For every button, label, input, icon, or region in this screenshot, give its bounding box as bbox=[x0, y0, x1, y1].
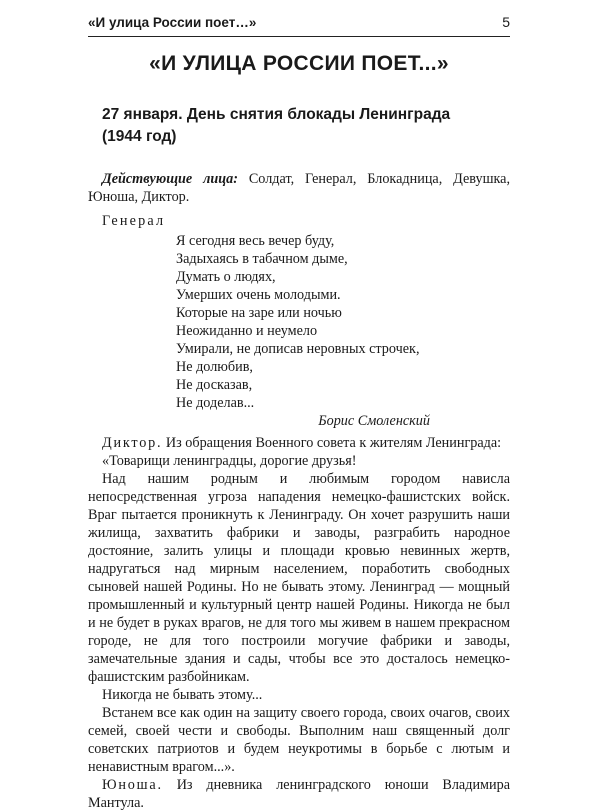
subtitle-line-2: (1944 год) bbox=[102, 128, 177, 145]
announcer-intro bbox=[88, 434, 510, 452]
poem-author: Борис Смоленский bbox=[318, 413, 430, 429]
poem-line: Я сегодня весь вечер буду, bbox=[176, 233, 335, 249]
announcer-intro-text: Из обращения Военного совета к жителям Ленинграда: bbox=[165, 435, 502, 451]
announcer-paragraph: Никогда не бывать этому... bbox=[102, 687, 263, 703]
cast-names: Солдат, Генерал, Блокадница, Девушка, Юноша, Диктор. bbox=[88, 171, 511, 205]
announcer-paragraph: «Товарищи ленинградцы, дорогие друзья! bbox=[102, 453, 357, 469]
running-header bbox=[88, 14, 510, 30]
announcer-paragraph: Над нашим родным и любимым городом нависла непосредственная угроза нападения немецко-фашистских войск. Враг пытается проникнуть к Ленинграду. Он хочет разрушить наши жилища, захватить фабрики и заводы, разграбить народное достояние, залить улицы и площади кровью невинных жертв, надругаться над мирным населением, поработить свободных сыновей нашей Родины. Но не бывать этому. Ленинград — мощный промышленный и культурный центр нашей Родины. Никогда не был и не будет в руках врагов, не для того мы живем в нашем прекрасном городе, не для того построили могучие фабрики и заводы, замечательные здания и сады, чтобы все это досталось немецко-фашистским разбойникам. bbox=[88, 471, 510, 685]
poem-line: Умерших очень молодыми. bbox=[176, 287, 341, 303]
poem-line: Не доделав... bbox=[176, 395, 255, 411]
poem-line: Которые на заре или ночью bbox=[176, 305, 342, 321]
poem-line: Задыхаясь в табачном дыме, bbox=[176, 251, 348, 267]
running-title: «И улица России поет…» bbox=[88, 15, 257, 30]
cast-label: Действующие лица: bbox=[102, 171, 238, 187]
announcer-paragraph: Встанем все как один на защиту своего города, своих очагов, своих семей, своей чести и свободы. Выполним наш священный долг советских патриотов и будем неукротимы в борьбе с лютым и ненавистным врагом...». bbox=[88, 705, 510, 775]
speaker-youth: Юноша. bbox=[102, 777, 163, 793]
poem-line: Неожиданно и неумело bbox=[176, 323, 318, 339]
speaker-announcer: Диктор. bbox=[102, 435, 163, 451]
body-text bbox=[88, 170, 510, 812]
page-number: 5 bbox=[502, 14, 510, 30]
poem-line: Думать о людях, bbox=[176, 269, 276, 285]
poem bbox=[176, 232, 510, 412]
header-rule bbox=[88, 36, 510, 37]
poem-line: Умирали, не дописав неровных строчек, bbox=[176, 341, 420, 357]
youth-text: Из дневника ленинградского юноши Владимира Мантула. bbox=[88, 777, 510, 811]
youth-line bbox=[88, 776, 510, 812]
page-title: «И УЛИЦА РОССИИ ПОЕТ...» bbox=[149, 52, 449, 75]
poem-line: Не досказав, bbox=[176, 377, 253, 393]
poem-line: Не долюбив, bbox=[176, 359, 253, 375]
subtitle-line-1: 27 января. День снятия блокады Ленинграда bbox=[102, 106, 451, 123]
cast-list bbox=[88, 170, 510, 206]
speaker-general: Генерал bbox=[102, 213, 166, 229]
section-subtitle bbox=[102, 104, 502, 148]
